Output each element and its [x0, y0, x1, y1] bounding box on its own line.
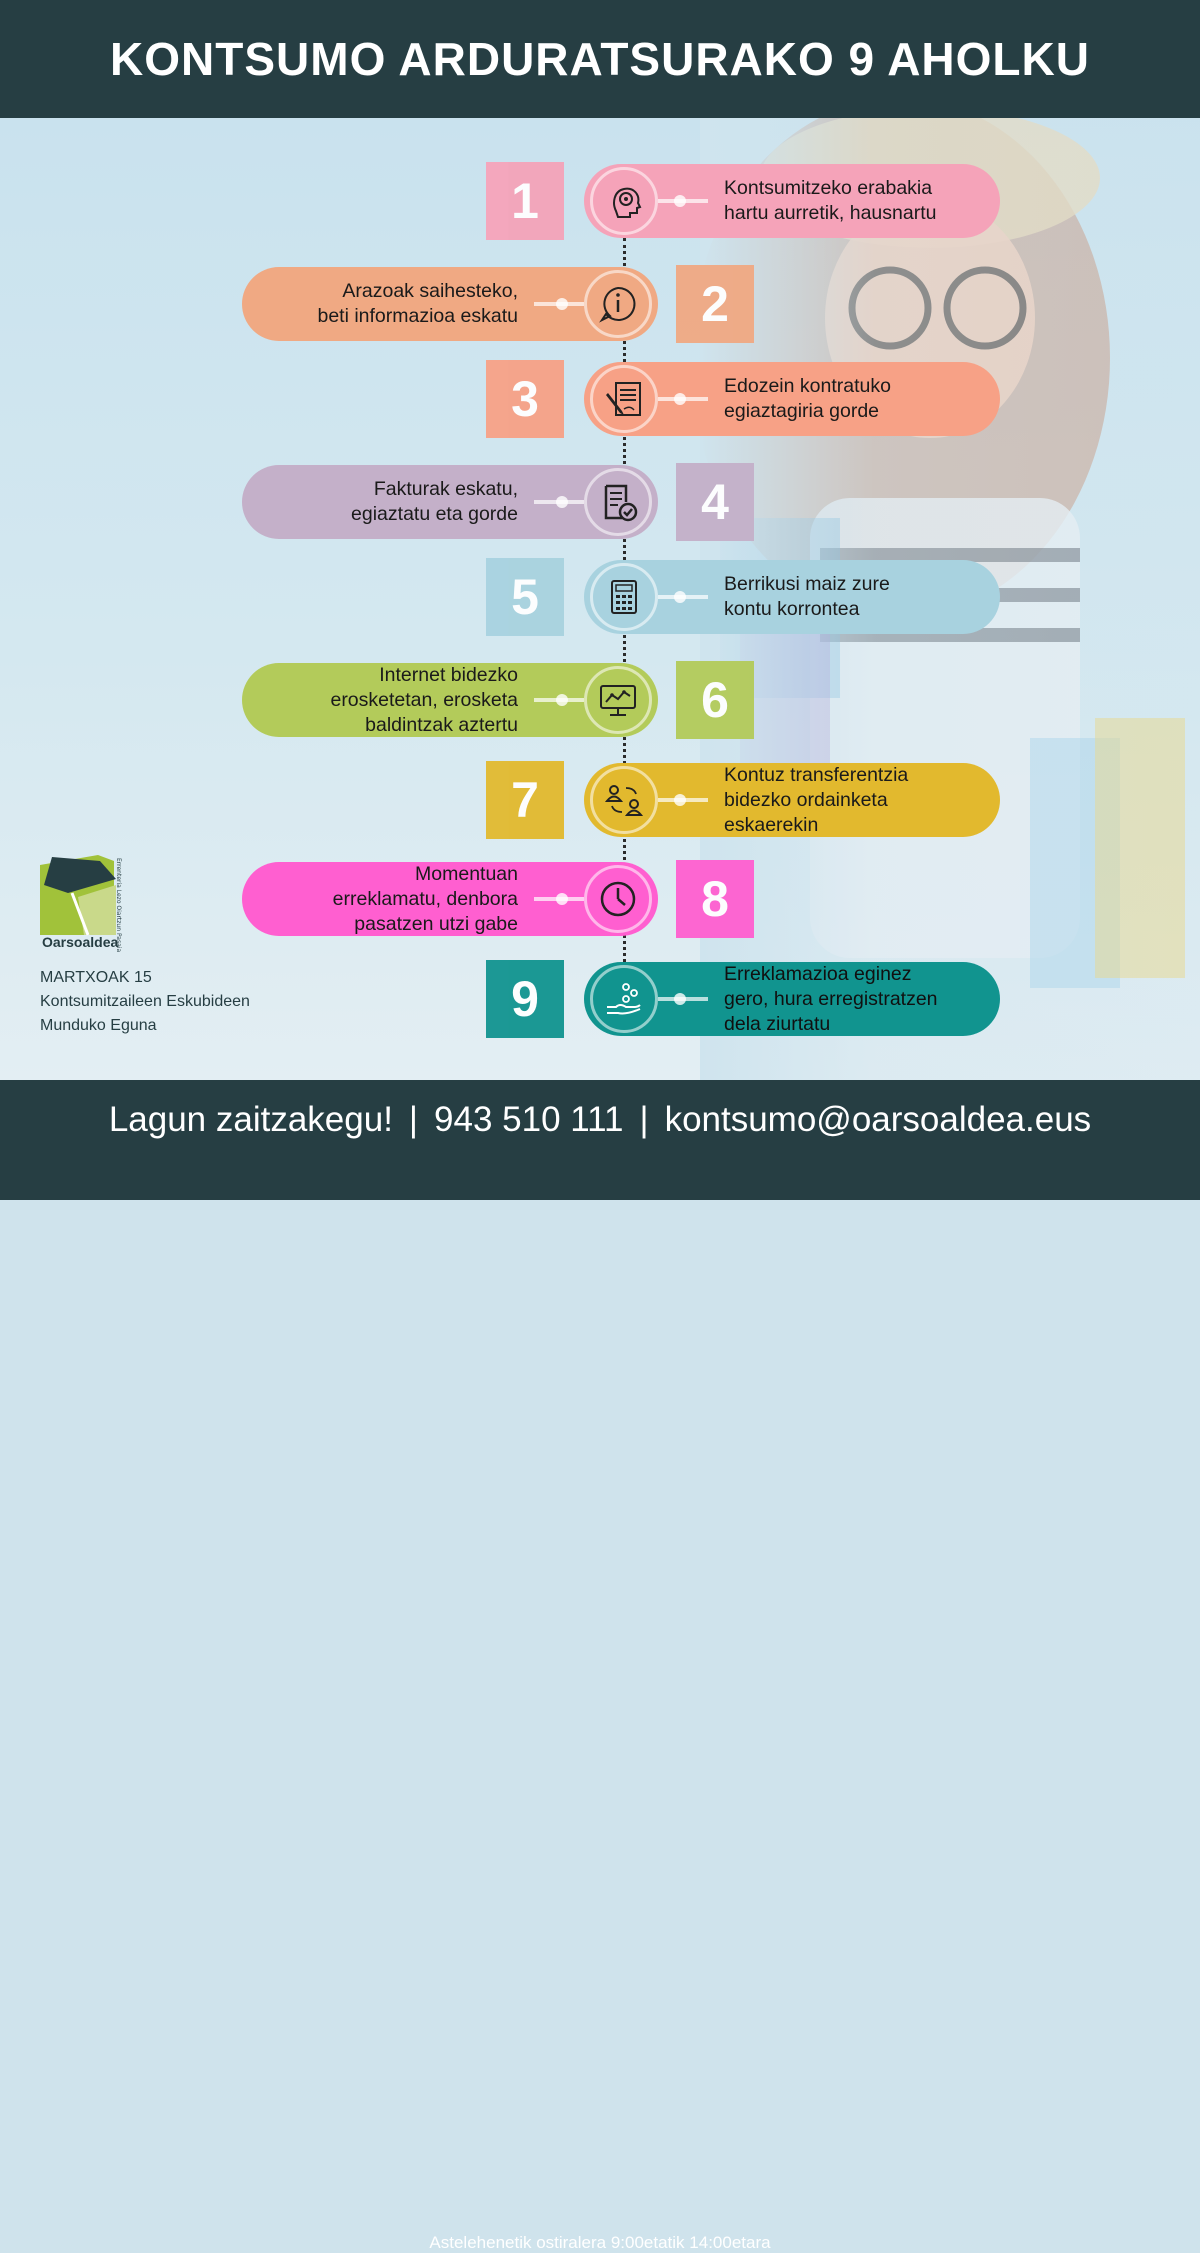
step-7-connector-dot — [674, 794, 686, 806]
date-block — [40, 966, 250, 1038]
step-1-number: 1 — [486, 162, 564, 240]
step-8-text-line: Momentuan — [415, 862, 518, 885]
step-9-number: 9 — [486, 960, 564, 1038]
monitor-chart-icon — [598, 680, 638, 720]
step-6-icon-circle — [584, 666, 652, 734]
opening-hours: Astelehenetik ostiralera 9:00etatik 14:00etara — [429, 2233, 771, 2252]
step-4-icon-circle — [584, 468, 652, 536]
step-8-card — [242, 862, 658, 936]
step-1-text-line: Kontsumitzeko erabakia — [724, 177, 933, 199]
step-3-icon-circle — [590, 365, 658, 433]
step-9-card — [584, 962, 1000, 1036]
calculator-icon — [604, 577, 644, 617]
step-5-text-line: Berrikusi maiz zure — [724, 573, 890, 595]
hand-coins-icon — [604, 979, 644, 1019]
step-1-card — [584, 164, 1000, 238]
step-5-icon-circle — [590, 563, 658, 631]
logo-name: Oarsoaldea — [42, 934, 119, 950]
step-4-text-line: Fakturak eskatu, — [373, 478, 518, 500]
step-6-connector-dot — [556, 694, 568, 706]
step-8-text — [333, 862, 518, 936]
step-6-text — [330, 663, 518, 737]
contract-pen-icon — [604, 379, 644, 419]
step-2-text — [317, 267, 518, 341]
step-2-card — [242, 267, 658, 341]
step-7-card — [584, 763, 1000, 837]
step-5-text-line: kontu korrontea — [724, 598, 860, 620]
step-9-connector-dot — [674, 993, 686, 1005]
step-9-text-line: dela ziurtatu — [724, 1012, 831, 1035]
logo-vertical-text: Errenteria Lezo Oiartzun Pasaia — [115, 858, 122, 953]
info-bubble-icon — [598, 284, 638, 324]
step-1-icon-circle — [590, 167, 658, 235]
date-line-2: Kontsumitzaileen Eskubideen — [40, 993, 250, 1010]
step-7-number: 7 — [486, 761, 564, 839]
contact-line — [0, 1100, 1200, 1140]
separator: | — [639, 1100, 649, 1139]
step-6-text-line: baldintzak aztertu — [365, 713, 518, 736]
step-6-card — [242, 663, 658, 737]
step-1-text — [724, 164, 936, 238]
step-4-text-line: egiaztatu eta gorde — [351, 503, 518, 525]
head-thinking-icon — [604, 181, 644, 221]
invoice-check-icon — [598, 482, 638, 522]
separator: | — [408, 1100, 419, 1139]
help-text: Lagun zaitzakegu! — [108, 1100, 393, 1139]
email-link[interactable]: kontsumo@oarsoaldea.eus — [664, 1100, 1092, 1139]
step-9-text-line: Erreklamazioa eginez — [724, 962, 912, 985]
step-9-text-line: gero, hura erregistratzen — [724, 987, 938, 1010]
page-title: KONTSUMO ARDURATSURAKO 9 AHOLKU — [110, 33, 1090, 85]
step-8-text-line: pasatzen utzi gabe — [354, 912, 518, 935]
step-8-number: 8 — [676, 860, 754, 938]
step-5-number: 5 — [486, 558, 564, 636]
step-3-card — [584, 362, 1000, 436]
step-1-text-line: hartu aurretik, hausnartu — [724, 202, 937, 224]
step-3-text — [724, 362, 891, 436]
step-6-number: 6 — [676, 661, 754, 739]
step-5-text — [724, 560, 890, 634]
step-4-connector-dot — [556, 496, 568, 508]
step-8-connector-dot — [556, 893, 568, 905]
step-2-text-line: beti informazioa eskatu — [317, 305, 518, 327]
step-3-number: 3 — [486, 360, 564, 438]
step-3-text-line: egiaztagiria gorde — [724, 400, 880, 422]
step-7-text-line: bidezko ordainketa — [724, 788, 888, 811]
step-5-card — [584, 560, 1000, 634]
step-2-connector-dot — [556, 298, 568, 310]
step-7-text-line: Kontuz transferentzia — [724, 763, 909, 786]
step-6-text-line: Internet bidezko — [379, 663, 518, 686]
step-7-text — [724, 763, 908, 837]
step-3-text-line: Edozein kontratuko — [724, 375, 891, 397]
step-2-number: 2 — [676, 265, 754, 343]
date-line-3: Munduko Eguna — [40, 1017, 157, 1034]
step-2-icon-circle — [584, 270, 652, 338]
date-line-1: MARTXOAK 15 — [40, 969, 152, 986]
step-4-number: 4 — [676, 463, 754, 541]
step-6-text-line: erosketetan, erosketa — [330, 688, 518, 711]
step-8-icon-circle — [584, 865, 652, 933]
step-4-card — [242, 465, 658, 539]
clock-icon — [598, 879, 638, 919]
step-8-text-line: erreklamatu, denbora — [332, 887, 518, 910]
step-7-icon-circle — [590, 766, 658, 834]
step-2-text-line: Arazoak saihesteko, — [342, 280, 518, 302]
header-bar — [0, 0, 1200, 118]
step-5-connector-dot — [674, 591, 686, 603]
step-9-icon-circle — [590, 965, 658, 1033]
step-3-connector-dot — [674, 393, 686, 405]
step-1-connector-dot — [674, 195, 686, 207]
step-4-text — [351, 465, 518, 539]
step-9-text — [724, 962, 938, 1036]
user-transfer-icon — [604, 780, 644, 820]
step-7-text-line: eskaerekin — [724, 813, 819, 836]
phone-number[interactable]: 943 510 111 — [434, 1100, 624, 1139]
footer-bar — [0, 1080, 1200, 2252]
